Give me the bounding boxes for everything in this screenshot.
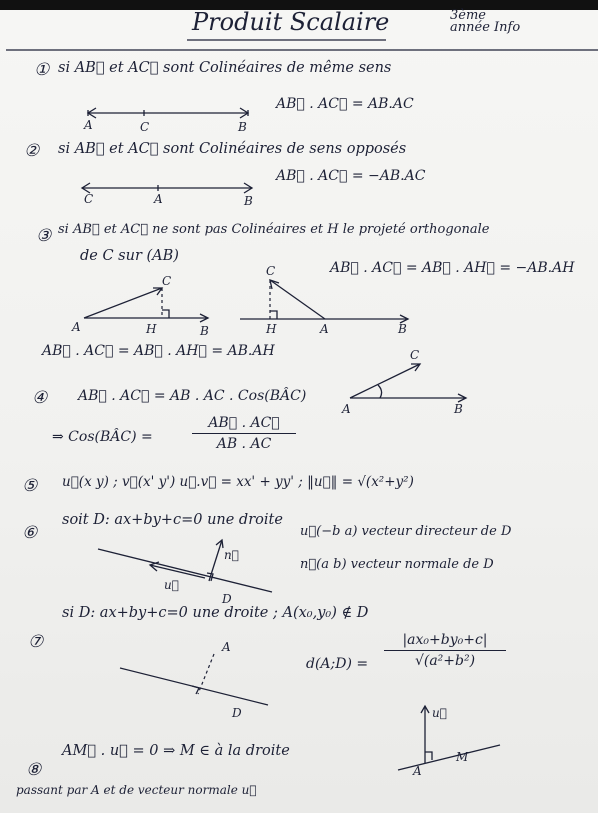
section-1-number: ① [34, 60, 50, 80]
section-3-fig1-c: C [162, 274, 172, 288]
section-1-text: si AB⃗ et AC⃗ sont Colinéaires de même sens [58, 60, 392, 76]
section-3-formula-2: AB⃗ . AC⃗ = AB⃗ . AH⃗ = AB.AH [42, 343, 275, 359]
section-4-point-c: C [410, 348, 420, 362]
section-8-label-a: A [413, 764, 422, 778]
section-3-fig2-h: H [266, 322, 277, 336]
section-7-number: ⑦ [28, 632, 44, 652]
section-3-fig1-b: B [200, 324, 209, 338]
section-3-fig2-c: C [266, 264, 276, 278]
section-2-point-c: C [84, 192, 94, 206]
section-8-label-m: M [456, 750, 469, 764]
section-6-label-u: u⃗ [164, 578, 179, 592]
page-title: Produit Scalaire [192, 8, 390, 36]
section-1-point-c: C [140, 120, 150, 134]
section-7-label-d: D [232, 706, 242, 720]
section-6-number: ⑥ [22, 523, 38, 543]
section-7-distance: d(A;D) = [306, 656, 369, 672]
section-5-formula: u⃗(x y) ; v⃗(x' y') u⃗.v⃗ = xx' + yy' ; ‖u⃗‖ = √(x²+y²) [62, 474, 414, 490]
section-3-number: ③ [36, 226, 52, 246]
section-8-text: AM⃗ . u⃗ = 0 ⇒ M ∈ à la droite [62, 743, 290, 759]
section-6-label-n: n⃗ [224, 548, 239, 562]
section-4-number: ④ [32, 388, 48, 408]
level-label: 3ème année Info [450, 8, 521, 35]
section-2-point-a: A [154, 192, 163, 206]
section-8-number: ⑧ [26, 760, 42, 780]
section-1-point-a: A [84, 118, 93, 132]
section-3-fig1-h: H [146, 322, 157, 336]
section-2-point-b: B [244, 194, 253, 208]
section-4-point-a: A [342, 402, 351, 416]
section-4-cos: ⇒ Cos(BÂC) = [52, 429, 153, 445]
section-3-text: si AB⃗ et AC⃗ ne sont pas Colinéaires et H le projeté orthogonale [58, 222, 490, 237]
section-6-directing-vector: u⃗(−b a) vecteur directeur de D [300, 524, 512, 539]
section-4-formula: AB⃗ . AC⃗ = AB . AC . Cos(BÂC) [78, 388, 307, 404]
section-3-text-2: de C sur (AB) [80, 248, 179, 264]
section-1-point-b: B [238, 120, 247, 134]
section-7-label-a: A [222, 640, 231, 654]
section-7-denominator: √(a²+b²) [414, 653, 476, 669]
section-6-text: soit D: ax+by+c=0 une droite [62, 512, 283, 528]
section-1-formula: AB⃗ . AC⃗ = AB.AC [276, 96, 414, 112]
section-2-text: si AB⃗ et AC⃗ sont Colinéaires de sens opposés [58, 141, 407, 157]
section-6-normal-vector: n⃗(a b) vecteur normale de D [300, 557, 494, 572]
section-4-denominator: AB . AC [216, 436, 272, 452]
section-6-label-d: D [222, 592, 232, 606]
section-3-fig2-a: A [320, 322, 329, 336]
section-7-numerator: |ax₀+by₀+c| [384, 632, 506, 651]
section-3-fig1-a: A [72, 320, 81, 334]
section-4-point-b: B [454, 402, 463, 416]
section-3-formula: AB⃗ . AC⃗ = AB⃗ . AH⃗ = −AB.AH [330, 260, 575, 276]
section-4-numerator: AB⃗ . AC⃗ [192, 415, 296, 434]
section-2-formula: AB⃗ . AC⃗ = −AB.AC [276, 168, 426, 184]
section-2-number: ② [24, 141, 40, 161]
section-8-label-u: u⃗ [432, 706, 447, 720]
section-5-number: ⑤ [22, 476, 38, 496]
section-8-text-2: passant par A et de vecteur normale u⃗ [16, 783, 257, 797]
section-3-fig2-b: B [398, 322, 407, 336]
section-7-text: si D: ax+by+c=0 une droite ; A(x₀,y₀) ∉ D [62, 605, 369, 621]
